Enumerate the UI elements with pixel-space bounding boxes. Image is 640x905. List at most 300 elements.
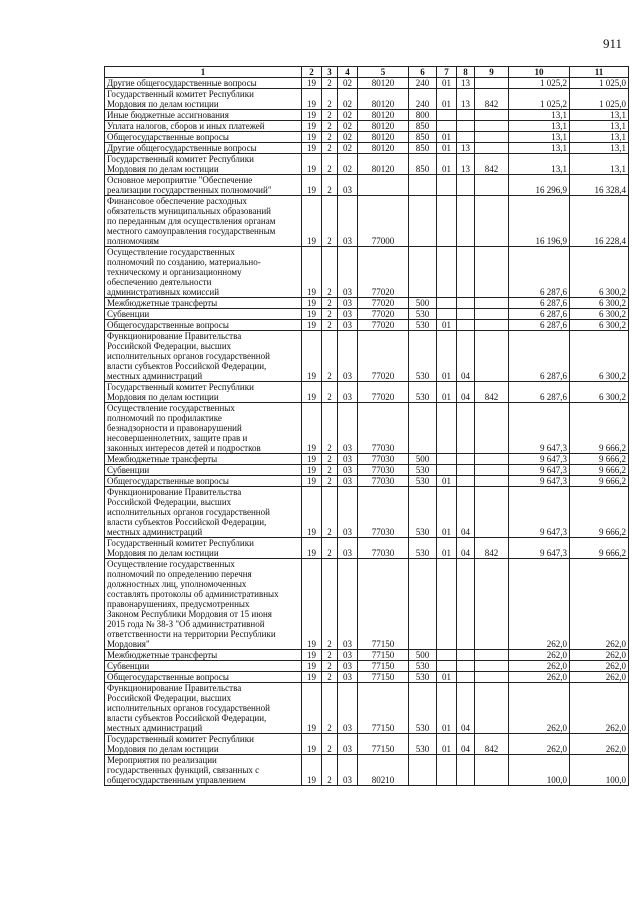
row-label: Государственный комитет Республики Мордовия по делам юстиции	[105, 154, 302, 175]
row-label: Субвенции	[105, 661, 302, 672]
cell-code: 2	[322, 121, 338, 132]
table-row	[105, 683, 629, 734]
cell-code: 850	[409, 121, 437, 132]
cell-amount: 1 025,2	[509, 89, 570, 110]
table-row	[105, 175, 629, 196]
cell-code: 850	[409, 143, 437, 154]
cell-code: 01	[437, 672, 457, 683]
cell-code: 2	[322, 298, 338, 309]
cell-amount: 262,0	[509, 683, 570, 734]
cell-amount: 262,0	[570, 683, 629, 734]
cell-code: 77000	[358, 196, 409, 247]
cell-code: 2	[322, 382, 338, 403]
cell-amount: 13,1	[570, 121, 629, 132]
table-row	[105, 403, 629, 454]
cell-code	[437, 196, 457, 247]
table-row	[105, 154, 629, 175]
cell-code: 04	[457, 382, 475, 403]
cell-code: 03	[338, 559, 358, 650]
cell-amount: 262,0	[509, 650, 570, 661]
cell-code: 01	[437, 683, 457, 734]
cell-code: 19	[302, 382, 322, 403]
cell-code: 2	[322, 538, 338, 559]
cell-code	[457, 196, 475, 247]
cell-amount: 13,1	[509, 132, 570, 143]
cell-code: 77020	[358, 382, 409, 403]
cell-code: 530	[409, 309, 437, 320]
table-row	[105, 320, 629, 331]
cell-code: 80120	[358, 110, 409, 121]
cell-code: 2	[322, 331, 338, 382]
cell-code	[457, 755, 475, 786]
cell-code	[457, 247, 475, 298]
column-header: 11	[570, 67, 629, 78]
cell-code	[457, 465, 475, 476]
cell-code: 2	[322, 734, 338, 755]
cell-code	[437, 661, 457, 672]
table-row	[105, 331, 629, 382]
cell-code: 01	[437, 476, 457, 487]
cell-code: 530	[409, 465, 437, 476]
header-row	[105, 67, 629, 78]
cell-code: 01	[437, 132, 457, 143]
cell-code	[475, 320, 509, 331]
cell-amount: 262,0	[509, 661, 570, 672]
cell-code: 800	[409, 110, 437, 121]
cell-code: 850	[409, 132, 437, 143]
row-label: Другие общегосударственные вопросы	[105, 78, 302, 89]
cell-code	[437, 403, 457, 454]
cell-amount: 262,0	[509, 559, 570, 650]
cell-amount: 16 328,4	[570, 175, 629, 196]
cell-code: 03	[338, 309, 358, 320]
cell-code: 77020	[358, 298, 409, 309]
cell-amount: 6 287,6	[509, 320, 570, 331]
cell-amount: 13,1	[509, 121, 570, 132]
cell-code: 77150	[358, 672, 409, 683]
cell-code: 19	[302, 672, 322, 683]
row-label: Другие общегосударственные вопросы	[105, 143, 302, 154]
cell-code	[457, 309, 475, 320]
cell-amount: 13,1	[509, 110, 570, 121]
row-label: Основное мероприятие "Обеспечение реализации государственных полномочий"	[105, 175, 302, 196]
cell-code: 19	[302, 465, 322, 476]
cell-code: 842	[475, 154, 509, 175]
row-label: Межбюджетные трансферты	[105, 454, 302, 465]
row-label: Общегосударственные вопросы	[105, 320, 302, 331]
row-label: Осуществление государственных полномочий по созданию, материально- техническому и организационному обеспечению деятельности административных комиссий	[105, 247, 302, 298]
cell-code	[409, 196, 437, 247]
cell-code: 02	[338, 121, 358, 132]
cell-code: 530	[409, 487, 437, 538]
cell-code: 77020	[358, 331, 409, 382]
cell-amount: 6 300,2	[570, 320, 629, 331]
row-label: Финансовое обеспечение расходных обязательств муниципальных образований по переданным для осуществления органам местного самоуправления государственным полномочиям	[105, 196, 302, 247]
cell-code: 530	[409, 661, 437, 672]
table-row	[105, 247, 629, 298]
table-row	[105, 196, 629, 247]
table-row	[105, 487, 629, 538]
cell-code	[409, 175, 437, 196]
cell-code: 80120	[358, 89, 409, 110]
cell-code	[457, 559, 475, 650]
cell-code: 04	[457, 538, 475, 559]
cell-amount: 262,0	[570, 661, 629, 672]
cell-code: 77150	[358, 683, 409, 734]
table-row	[105, 454, 629, 465]
row-label: Общегосударственные вопросы	[105, 672, 302, 683]
cell-code: 03	[338, 487, 358, 538]
cell-code	[437, 298, 457, 309]
table-row	[105, 132, 629, 143]
table-row	[105, 465, 629, 476]
cell-code: 19	[302, 247, 322, 298]
cell-code	[437, 309, 457, 320]
cell-code: 19	[302, 538, 322, 559]
row-label: Субвенции	[105, 465, 302, 476]
table-row	[105, 650, 629, 661]
cell-code: 2	[322, 755, 338, 786]
cell-amount: 9 666,2	[570, 403, 629, 454]
cell-code: 03	[338, 476, 358, 487]
cell-code: 80120	[358, 143, 409, 154]
cell-code: 80120	[358, 78, 409, 89]
cell-code: 19	[302, 650, 322, 661]
column-header: 10	[509, 67, 570, 78]
cell-amount: 13,1	[570, 110, 629, 121]
cell-amount: 6 300,2	[570, 382, 629, 403]
cell-code	[437, 755, 457, 786]
cell-code	[475, 110, 509, 121]
cell-code: 03	[338, 650, 358, 661]
budget-table	[104, 66, 629, 786]
cell-amount: 9 647,3	[509, 465, 570, 476]
cell-code: 19	[302, 403, 322, 454]
cell-amount: 6 300,2	[570, 309, 629, 320]
cell-code	[475, 298, 509, 309]
cell-code: 2	[322, 403, 338, 454]
column-header: 2	[302, 67, 322, 78]
cell-code: 01	[437, 382, 457, 403]
cell-code	[475, 196, 509, 247]
table-row	[105, 89, 629, 110]
cell-code: 13	[457, 154, 475, 175]
cell-code: 80120	[358, 132, 409, 143]
cell-code: 2	[322, 559, 338, 650]
cell-code: 842	[475, 538, 509, 559]
cell-code: 03	[338, 538, 358, 559]
cell-code: 03	[338, 683, 358, 734]
cell-code	[475, 487, 509, 538]
cell-amount: 262,0	[570, 672, 629, 683]
cell-code: 03	[338, 454, 358, 465]
cell-code: 77030	[358, 454, 409, 465]
cell-code: 842	[475, 382, 509, 403]
cell-amount: 262,0	[509, 672, 570, 683]
cell-code: 04	[457, 734, 475, 755]
cell-code: 13	[457, 143, 475, 154]
cell-code: 03	[338, 382, 358, 403]
cell-code: 19	[302, 121, 322, 132]
table-row	[105, 476, 629, 487]
cell-code: 04	[457, 487, 475, 538]
cell-code: 2	[322, 78, 338, 89]
row-label: Общегосударственные вопросы	[105, 132, 302, 143]
cell-amount: 9 647,3	[509, 487, 570, 538]
row-label: Межбюджетные трансферты	[105, 298, 302, 309]
cell-amount: 6 287,6	[509, 309, 570, 320]
cell-amount: 262,0	[570, 650, 629, 661]
row-label: Государственный комитет Республики Мордовия по делам юстиции	[105, 89, 302, 110]
cell-amount: 16 296,9	[509, 175, 570, 196]
cell-code: 02	[338, 154, 358, 175]
cell-code: 01	[437, 154, 457, 175]
cell-code: 500	[409, 650, 437, 661]
cell-code: 03	[338, 298, 358, 309]
cell-code	[457, 320, 475, 331]
cell-code: 500	[409, 454, 437, 465]
table-row	[105, 755, 629, 786]
table-row	[105, 298, 629, 309]
cell-code: 2	[322, 465, 338, 476]
cell-amount: 13,1	[570, 143, 629, 154]
cell-code	[475, 672, 509, 683]
cell-code: 80120	[358, 154, 409, 175]
cell-code: 02	[338, 89, 358, 110]
cell-amount: 13,1	[570, 132, 629, 143]
row-label: Уплата налогов, сборов и иных платежей	[105, 121, 302, 132]
cell-amount: 100,0	[570, 755, 629, 786]
cell-code: 19	[302, 683, 322, 734]
cell-code: 77030	[358, 476, 409, 487]
cell-amount: 100,0	[509, 755, 570, 786]
cell-code	[437, 110, 457, 121]
cell-code: 530	[409, 672, 437, 683]
cell-amount: 1 025,2	[509, 78, 570, 89]
cell-amount: 6 300,2	[570, 247, 629, 298]
table-row	[105, 661, 629, 672]
cell-code	[457, 403, 475, 454]
column-header: 4	[338, 67, 358, 78]
cell-code	[457, 661, 475, 672]
cell-code: 04	[457, 331, 475, 382]
cell-code	[475, 78, 509, 89]
cell-amount: 9 647,3	[509, 403, 570, 454]
cell-amount: 262,0	[570, 559, 629, 650]
cell-code	[437, 175, 457, 196]
cell-code	[475, 132, 509, 143]
cell-code: 04	[457, 683, 475, 734]
cell-code	[475, 143, 509, 154]
cell-code	[437, 121, 457, 132]
cell-code: 01	[437, 487, 457, 538]
cell-code	[457, 298, 475, 309]
cell-code: 19	[302, 734, 322, 755]
cell-code	[409, 247, 437, 298]
cell-code: 77020	[358, 247, 409, 298]
row-label: Государственный комитет Республики Мордовия по делам юстиции	[105, 382, 302, 403]
cell-code: 2	[322, 672, 338, 683]
cell-code: 02	[338, 132, 358, 143]
cell-code	[409, 755, 437, 786]
table-row	[105, 734, 629, 755]
cell-code: 2	[322, 476, 338, 487]
cell-code: 02	[338, 78, 358, 89]
cell-code	[475, 454, 509, 465]
cell-code: 2	[322, 661, 338, 672]
cell-code: 19	[302, 309, 322, 320]
cell-amount: 1 025,0	[570, 78, 629, 89]
cell-code: 500	[409, 298, 437, 309]
table-row	[105, 672, 629, 683]
cell-code: 01	[437, 734, 457, 755]
cell-code: 530	[409, 734, 437, 755]
cell-code: 03	[338, 465, 358, 476]
cell-amount: 13,1	[570, 154, 629, 175]
cell-code: 03	[338, 755, 358, 786]
cell-code	[475, 309, 509, 320]
cell-code: 02	[338, 143, 358, 154]
table-row	[105, 121, 629, 132]
cell-code: 19	[302, 78, 322, 89]
cell-code: 19	[302, 89, 322, 110]
cell-code	[475, 331, 509, 382]
cell-code: 01	[437, 78, 457, 89]
cell-code: 77150	[358, 650, 409, 661]
cell-code: 03	[338, 331, 358, 382]
cell-code	[457, 121, 475, 132]
table-row	[105, 382, 629, 403]
cell-code	[437, 559, 457, 650]
cell-code: 13	[457, 89, 475, 110]
cell-code: 850	[409, 154, 437, 175]
cell-code: 2	[322, 143, 338, 154]
cell-code	[409, 559, 437, 650]
cell-code: 03	[338, 196, 358, 247]
cell-code: 19	[302, 110, 322, 121]
column-header: 9	[475, 67, 509, 78]
cell-code: 03	[338, 661, 358, 672]
cell-amount: 9 647,3	[509, 454, 570, 465]
cell-code: 19	[302, 143, 322, 154]
cell-code	[437, 247, 457, 298]
cell-code: 19	[302, 454, 322, 465]
cell-code: 13	[457, 78, 475, 89]
cell-code: 01	[437, 143, 457, 154]
column-header: 3	[322, 67, 338, 78]
row-label: Государственный комитет Республики Мордовия по делам юстиции	[105, 734, 302, 755]
cell-code: 530	[409, 538, 437, 559]
cell-code: 2	[322, 650, 338, 661]
cell-code	[457, 476, 475, 487]
cell-code	[475, 403, 509, 454]
cell-code: 19	[302, 175, 322, 196]
cell-code: 2	[322, 309, 338, 320]
cell-code: 77030	[358, 487, 409, 538]
cell-amount: 9 666,2	[570, 538, 629, 559]
cell-code: 03	[338, 672, 358, 683]
row-label: Субвенции	[105, 309, 302, 320]
cell-amount: 6 287,6	[509, 331, 570, 382]
cell-code: 2	[322, 154, 338, 175]
cell-code: 19	[302, 154, 322, 175]
cell-code: 19	[302, 132, 322, 143]
cell-code: 01	[437, 320, 457, 331]
cell-code: 240	[409, 89, 437, 110]
cell-amount: 9 666,2	[570, 476, 629, 487]
cell-code: 03	[338, 734, 358, 755]
cell-code: 2	[322, 196, 338, 247]
cell-code	[437, 465, 457, 476]
row-label: Осуществление государственных полномочий по определению перечня должностных лиц, уполномоченных составлять протоколы об административных правонарушениях, предусмотренных Законом Республики Мордовия от 15 июня 2015 года № 38-З "Об административной ответственности на территории Республики Мордовия"	[105, 559, 302, 650]
cell-amount: 9 666,2	[570, 454, 629, 465]
cell-code	[457, 672, 475, 683]
cell-code: 19	[302, 661, 322, 672]
table-row	[105, 538, 629, 559]
cell-code	[358, 175, 409, 196]
cell-code	[475, 175, 509, 196]
cell-code: 842	[475, 734, 509, 755]
table-row	[105, 110, 629, 121]
cell-code: 02	[338, 110, 358, 121]
cell-code: 77030	[358, 538, 409, 559]
cell-code: 77020	[358, 309, 409, 320]
cell-code	[457, 110, 475, 121]
row-label: Межбюджетные трансферты	[105, 650, 302, 661]
cell-code: 80120	[358, 121, 409, 132]
cell-code: 19	[302, 487, 322, 538]
table-row	[105, 309, 629, 320]
cell-code: 19	[302, 755, 322, 786]
cell-code	[409, 403, 437, 454]
cell-amount: 13,1	[509, 154, 570, 175]
column-header: 1	[105, 67, 302, 78]
cell-code: 19	[302, 320, 322, 331]
cell-code: 2	[322, 683, 338, 734]
cell-code: 530	[409, 331, 437, 382]
cell-code	[475, 755, 509, 786]
cell-amount: 262,0	[570, 734, 629, 755]
row-label: Функционирование Правительства Российской Федерации, высших исполнительных органов государственной власти субъектов Российской Федерации, местных администраций	[105, 487, 302, 538]
cell-code: 19	[302, 559, 322, 650]
cell-code: 77150	[358, 734, 409, 755]
cell-code	[457, 175, 475, 196]
cell-code	[437, 650, 457, 661]
cell-code: 01	[437, 89, 457, 110]
cell-amount: 9 666,2	[570, 487, 629, 538]
cell-code: 530	[409, 320, 437, 331]
cell-code	[457, 650, 475, 661]
cell-code	[475, 661, 509, 672]
cell-amount: 6 287,6	[509, 298, 570, 309]
row-label: Функционирование Правительства Российской Федерации, высших исполнительных органов государственной власти субъектов Российской Федерации, местных администраций	[105, 331, 302, 382]
cell-code: 2	[322, 175, 338, 196]
row-label: Мероприятия по реализации государственных функций, связанных с общегосударственным управлением	[105, 755, 302, 786]
cell-code: 2	[322, 110, 338, 121]
cell-code: 03	[338, 320, 358, 331]
cell-code: 77030	[358, 465, 409, 476]
cell-code: 03	[338, 403, 358, 454]
cell-code	[475, 650, 509, 661]
cell-code	[475, 465, 509, 476]
column-header: 6	[409, 67, 437, 78]
cell-code: 240	[409, 78, 437, 89]
cell-amount: 16 228,4	[570, 196, 629, 247]
cell-amount: 6 287,6	[509, 382, 570, 403]
cell-code: 19	[302, 298, 322, 309]
table-row	[105, 559, 629, 650]
cell-code: 2	[322, 89, 338, 110]
